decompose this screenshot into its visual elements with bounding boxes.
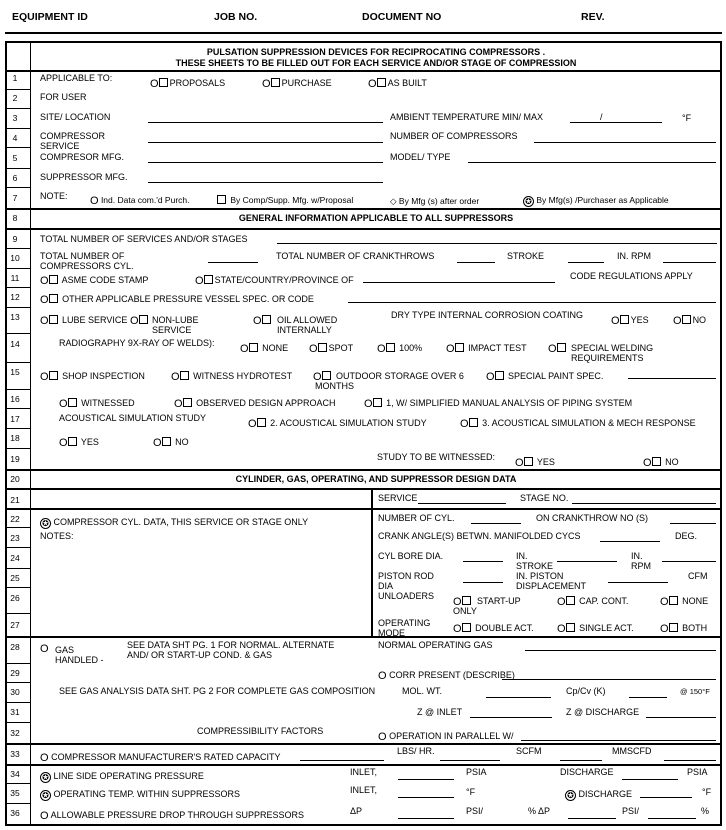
inlet-temp-label: INLET,: [350, 785, 378, 795]
stroke-cyl-field[interactable]: [557, 561, 617, 562]
stage-no-field[interactable]: [572, 503, 716, 504]
operating-temp-label: ✪ OPERATING TEMP. WITHIN SUPPRESSORS: [40, 789, 240, 801]
corr-present-option[interactable]: O CORR PRESENT (DESCRIBE): [378, 670, 515, 682]
at-150f-label: @ 150°F: [680, 687, 710, 696]
normal-operating-gas-label: NORMAL OPERATING GAS: [378, 640, 493, 650]
model-type-field[interactable]: [468, 162, 716, 163]
row-number: 4: [12, 133, 18, 143]
number-of-cyl-label: NUMBER OF CYL.: [378, 513, 455, 523]
stroke-field[interactable]: [568, 262, 604, 263]
rated-capacity-option[interactable]: O COMPRESSOR MANUFACTURER'S RATED CAPACITY: [40, 752, 281, 764]
suppressor-mfg-field[interactable]: [148, 182, 383, 183]
row-number: 6: [12, 173, 18, 183]
circle-icon: O: [90, 195, 99, 207]
percent-label: %: [701, 806, 710, 816]
pct-field[interactable]: [648, 818, 696, 819]
radiography-none-option[interactable]: O NONE: [240, 343, 289, 355]
deg-f-inlet-label: °F: [466, 787, 476, 797]
row-number: 14: [10, 339, 20, 349]
study-witnessed-yes-option[interactable]: O YES: [515, 457, 555, 469]
study-witnessed-label: STUDY TO BE WITNESSED:: [377, 452, 496, 462]
dry-type-label: DRY TYPE INTERNAL CORROSION COATING: [391, 310, 584, 320]
state-option[interactable]: O STATE/COUNTRY/PROVINCE OF: [195, 275, 354, 287]
row-number: 22: [10, 514, 20, 524]
special-paint-label: SPECIAL PAINT SPEC.: [508, 371, 604, 381]
row-number: 24: [10, 553, 20, 563]
square-icon: [217, 195, 226, 204]
rpm-field[interactable]: [663, 262, 716, 263]
special-welding-label: SPECIAL WELDING REQUIREMENTS: [571, 343, 654, 363]
star-circle-icon: ✪: [565, 790, 576, 801]
crank-angle-field[interactable]: [600, 541, 660, 542]
total-comp-cyl-field[interactable]: [208, 262, 258, 263]
psia-discharge-label: PSIA: [687, 767, 708, 777]
checkbox-icon: [377, 78, 386, 87]
mmscfd-label: MMSCFD: [612, 746, 652, 756]
cfm-label: CFM: [688, 571, 708, 581]
ambient-temp-field[interactable]: [570, 122, 662, 123]
row-number: 33: [10, 749, 20, 759]
non-lube-option[interactable]: O: [130, 315, 150, 326]
compressor-mfg-label: COMPRESOR MFG.: [40, 152, 125, 162]
row-number: 12: [10, 292, 20, 302]
z-inlet-label: Z @ INLET: [417, 707, 463, 717]
row-number: 28: [10, 642, 20, 652]
row-number: 32: [10, 728, 20, 738]
discharge-temp-label: ✪ DISCHARGE: [565, 789, 632, 801]
star-circle-icon: ✪: [40, 772, 51, 783]
row-number: 16: [10, 394, 20, 404]
scfm-label: SCFM: [516, 746, 542, 756]
line-side-pressure-label: ✪ LINE SIDE OPERATING PRESSURE: [40, 771, 204, 783]
inlet-pressure-field[interactable]: [398, 779, 454, 780]
equipment-id-label: EQUIPMENT ID: [12, 11, 88, 23]
discharge-temp-field[interactable]: [640, 797, 692, 798]
deg-f-discharge-label: °F: [702, 787, 712, 797]
mol-wt-label: MOL. WT.: [402, 686, 442, 696]
code-regulations-label: CODE REGULATIONS APPLY: [570, 271, 693, 281]
row-number: 36: [10, 808, 20, 818]
non-lube-label: NON-LUBE SERVICE: [152, 315, 199, 335]
in-stroke-label: IN. STROKE: [516, 551, 554, 571]
model-type-label: MODEL/ TYPE: [390, 152, 451, 162]
acoustical-no-option[interactable]: O NO: [153, 437, 189, 449]
other-spec-field[interactable]: [348, 302, 716, 303]
num-compressors-field[interactable]: [534, 142, 716, 143]
double-act-option[interactable]: O DOUBLE ACT.: [453, 623, 534, 635]
row-number: 19: [10, 454, 20, 464]
other-spec-option[interactable]: O OTHER APPLICABLE PRESSURE VESSEL SPEC. OR CODE: [40, 294, 314, 306]
circle-option-icon: O: [262, 78, 271, 90]
acoustical-option-2[interactable]: O 2. ACOUSTICAL SIMULATION STUDY: [248, 418, 427, 430]
see-gas-analysis-label: SEE GAS ANALYSIS DATA SHT. PG 2 FOR COMPLETE GAS COMPOSITION: [59, 686, 376, 696]
lbs-hr-field[interactable]: [440, 760, 500, 761]
site-location-field[interactable]: [148, 122, 383, 123]
row-number: 8: [12, 213, 18, 223]
checkbox-icon: [159, 78, 168, 87]
mmscfd-field[interactable]: [664, 760, 716, 761]
compressor-service-label: COMPRESSOR SERVICE: [40, 131, 106, 151]
row-number: 30: [10, 687, 20, 697]
row-number: 11: [10, 273, 20, 283]
mol-wt-field[interactable]: [486, 697, 551, 698]
total-comp-cyl-label: TOTAL NUMBER OF COMPRESSORS CYL.: [40, 251, 134, 271]
job-no-label: JOB NO.: [214, 11, 258, 23]
notes-label: NOTES:: [40, 531, 74, 541]
psi-2-label: PSI/: [622, 806, 640, 816]
gas-handled-label: GAS HANDLED -: [55, 645, 104, 665]
special-welding-option[interactable]: O: [548, 343, 568, 354]
cyl-bore-field[interactable]: [463, 561, 503, 562]
suppressor-mfg-label: SUPPRESSOR MFG.: [40, 172, 128, 182]
diamond-icon: ◇: [390, 196, 397, 206]
service-label: SERVICE: [378, 493, 418, 503]
outdoor-storage-label: OUTDOOR STORAGE OVER 6 MONTHS: [315, 371, 464, 391]
special-paint-field[interactable]: [628, 378, 716, 379]
star-circle-icon: ✪: [40, 790, 51, 801]
on-crankthrow-label: ON CRANKTHROW NO (S): [536, 513, 648, 523]
lube-label: LUBE SERVICE: [62, 315, 128, 325]
cylinder-gas-title: CYLINDER, GAS, OPERATING, AND SUPPRESSOR DESIGN DATA: [235, 474, 517, 484]
state-field[interactable]: [363, 282, 555, 283]
row-number: 2: [12, 93, 18, 103]
ambient-temp-label: AMBIENT TEMPERATURE MIN/ MAX: [390, 112, 544, 122]
normal-gas-field[interactable]: [525, 650, 716, 651]
applicable-to-label: APPLICABLE TO:: [40, 73, 113, 83]
row-number: 10: [10, 253, 20, 263]
row-number: 9: [12, 234, 18, 244]
general-info-title: GENERAL INFORMATION APPLICABLE TO ALL SUPPRESSORS: [238, 213, 514, 223]
row-number: 3: [12, 113, 18, 123]
service-field[interactable]: [418, 503, 506, 504]
row-number: 31: [10, 707, 20, 717]
rated-capacity-field[interactable]: [300, 760, 384, 761]
row-number: 13: [10, 312, 20, 322]
crankthrow-field[interactable]: [670, 523, 716, 524]
row-number: 7: [12, 193, 18, 203]
witness-hydrotest-option[interactable]: O WITNESS HYDROTEST: [171, 371, 293, 383]
acoustical-yes-option[interactable]: O YES: [59, 437, 99, 449]
unloaders-label: UNLOADERS: [378, 591, 435, 601]
row-number: 18: [10, 433, 20, 443]
number-of-cyl-field[interactable]: [471, 523, 521, 524]
crank-angle-label: CRANK ANGLE(S) BETWN. MANIFOLDED CYCS: [378, 531, 581, 541]
parallel-option[interactable]: O OPERATION IN PARALLEL W/: [378, 731, 514, 743]
unloaders-none-option[interactable]: O NONE: [660, 596, 709, 608]
coating-yes-option[interactable]: O YES: [611, 315, 649, 327]
in-rpm-cyl-label: IN. RPM: [631, 551, 651, 571]
gas-handled-option[interactable]: O: [40, 643, 49, 655]
compressor-cyl-data-label: ✪ COMPRESSOR CYL. DATA, THIS SERVICE OR STAGE ONLY: [40, 517, 308, 529]
radiography-100-option[interactable]: O 100%: [377, 343, 423, 355]
discharge-pressure-field[interactable]: [622, 779, 678, 780]
row-number: 26: [10, 593, 20, 603]
oil-allowed-label: OIL ALLOWED INTERNALLY: [277, 315, 338, 335]
row-number: 15: [10, 367, 20, 377]
impact-test-option[interactable]: O IMPACT TEST: [446, 343, 527, 355]
note-by-comp: By Comp/Supp. Mfg. w/Proposal: [217, 195, 353, 205]
proposals-option[interactable]: O PROPOSALS: [150, 78, 226, 90]
lube-option[interactable]: O: [40, 315, 60, 326]
deg-label: DEG.: [675, 531, 698, 541]
single-act-option[interactable]: O SINGLE ACT.: [557, 623, 634, 635]
z-discharge-field[interactable]: [646, 717, 716, 718]
operating-mode-label: OPERATING MODE: [378, 618, 431, 638]
outdoor-storage-option[interactable]: O: [313, 371, 333, 382]
psia-label: PSIA: [466, 767, 487, 777]
total-services-field[interactable]: [277, 243, 717, 244]
observed-design-option[interactable]: O OBSERVED DESIGN APPROACH: [174, 398, 336, 410]
delta-p-label: ΔP: [350, 806, 363, 816]
scfm-field[interactable]: [560, 760, 602, 761]
piston-rod-field[interactable]: [463, 582, 503, 583]
witnessed-option[interactable]: O WITNESSED: [59, 398, 135, 410]
document-no-label: DOCUMENT NO: [362, 11, 442, 23]
checkbox-icon: [271, 78, 280, 87]
rpm-cyl-field[interactable]: [662, 561, 716, 562]
radiography-spot-option[interactable]: O SPOT: [309, 343, 354, 355]
note-label: NOTE:: [40, 191, 68, 201]
psi-label: PSI/: [466, 806, 484, 816]
simplified-analysis-option[interactable]: O 1, W/ SIMPLIFIED MANUAL ANALYSIS OF PIPING SYSTEM: [364, 398, 633, 410]
piston-displacement-label: IN. PISTON DISPLACEMENT: [516, 571, 587, 591]
asme-option[interactable]: O ASME CODE STAMP: [40, 275, 149, 287]
cap-cont-option[interactable]: O CAP. CONT.: [557, 596, 629, 608]
compressor-service-field[interactable]: [148, 142, 383, 143]
row-number: 17: [10, 414, 20, 424]
as-built-option[interactable]: O AS BUILT: [368, 78, 427, 90]
section-split: [371, 488, 373, 636]
row-number: 25: [10, 573, 20, 583]
delta-p-field[interactable]: [398, 818, 454, 819]
inlet-temp-field[interactable]: [398, 797, 454, 798]
total-crankthrows-label: TOTAL NUMBER OF CRANKTHROWS: [276, 251, 435, 261]
star-circle-icon: ✪: [523, 196, 534, 207]
study-witnessed-no-option[interactable]: O NO: [643, 457, 679, 469]
row-number: 1: [12, 73, 18, 83]
for-user-label: FOR USER: [40, 92, 87, 102]
in-rpm-label: IN. RPM: [617, 251, 652, 261]
displacement-field[interactable]: [608, 582, 668, 583]
rev-label: REV.: [581, 11, 605, 23]
note-by-mfg-purchaser: ✪ By Mfg(s) /Purchaser as Applicable: [523, 195, 669, 207]
lbs-hr-label: LBS/ HR.: [397, 746, 435, 756]
header-rule: [5, 32, 722, 34]
row-number: 23: [10, 533, 20, 543]
slash-label: /: [600, 112, 603, 122]
allowable-pressure-drop-option[interactable]: O ALLOWABLE PRESSURE DROP THROUGH SUPPRESSORS: [40, 810, 304, 822]
row-number: 20: [10, 474, 20, 484]
cp-cv-label: Cp/Cv (K): [566, 686, 606, 696]
z-discharge-label: Z @ DISCHARGE: [566, 707, 640, 717]
inlet-pressure-label: INLET,: [350, 767, 378, 777]
pct-delta-p-label: % ΔP: [528, 806, 551, 816]
row-number: 34: [10, 769, 20, 779]
cyl-bore-label: CYL BORE DIA.: [378, 551, 444, 561]
startup-option[interactable]: O: [453, 596, 473, 607]
row-number: 29: [10, 668, 20, 678]
circle-option-icon: O: [150, 78, 159, 90]
radiography-label: RADIOGRAPHY 9X-RAY OF WELDS):: [59, 338, 215, 348]
row-number: 21: [10, 495, 20, 505]
compressibility-label: COMPRESSIBILITY FACTORS: [197, 726, 324, 736]
corr-present-field[interactable]: [502, 679, 716, 680]
site-location-label: SITE/ LOCATION: [40, 112, 111, 122]
discharge-pressure-label: DISCHARGE: [560, 767, 614, 777]
row-number: 5: [12, 153, 18, 163]
acoustical-option-3[interactable]: O 3. ACOUSTICAL SIMULATION & MECH RESPONSE: [460, 418, 696, 430]
special-paint-option[interactable]: O: [486, 371, 506, 382]
oil-allowed-option[interactable]: O: [253, 315, 273, 326]
stage-no-label: STAGE NO.: [520, 493, 569, 503]
row-number: 35: [10, 788, 20, 798]
coating-no-option[interactable]: O NO: [673, 315, 707, 327]
compressor-mfg-field[interactable]: [148, 162, 383, 163]
note-ind-data: O Ind. Data com.'d Purch.: [90, 195, 190, 207]
z-inlet-field[interactable]: [470, 717, 552, 718]
acoustical-study-label: ACOUSTICAL SIMULATION STUDY: [59, 413, 207, 423]
parallel-field[interactable]: [521, 740, 716, 741]
cp-cv-field[interactable]: [629, 697, 667, 698]
stroke-label: STROKE: [507, 251, 545, 261]
both-option[interactable]: O BOTH: [660, 623, 708, 635]
num-compressors-label: NUMBER OF COMPRESSORS: [390, 131, 518, 141]
note-by-mfg: ◇ By Mfg (s) after order: [390, 196, 480, 206]
see-data-sheet-label: SEE DATA SHT PG. 1 FOR NORMAL. ALTERNATE AND/ OR START-UP COND. & GAS: [127, 640, 335, 660]
form-title-line1: PULSATION SUPPRESSION DEVICES FOR RECIPROCATING COMPRESSORS .: [206, 47, 546, 57]
star-circle-icon: ✪: [40, 518, 51, 529]
deg-f-label: °F: [682, 113, 692, 123]
piston-rod-label: PISTON ROD DIA: [378, 571, 434, 591]
row-number: 27: [10, 620, 20, 630]
startup-label: START-UP ONLY: [453, 596, 521, 616]
total-crankthrows-field[interactable]: [457, 262, 495, 263]
circle-option-icon: O: [368, 78, 377, 90]
shop-inspection-option[interactable]: O SHOP INSPECTION: [40, 371, 145, 383]
pct-delta-p-field[interactable]: [568, 818, 616, 819]
purchase-option[interactable]: O PURCHASE: [262, 78, 332, 90]
form-title-line2: THESE SHEETS TO BE FILLED OUT FOR EACH SERVICE AND/OR STAGE OF COMPRESSION: [175, 58, 577, 68]
total-services-label: TOTAL NUMBER OF SERVICES AND/OR STAGES: [40, 234, 248, 244]
row-number-divider: [30, 41, 31, 826]
